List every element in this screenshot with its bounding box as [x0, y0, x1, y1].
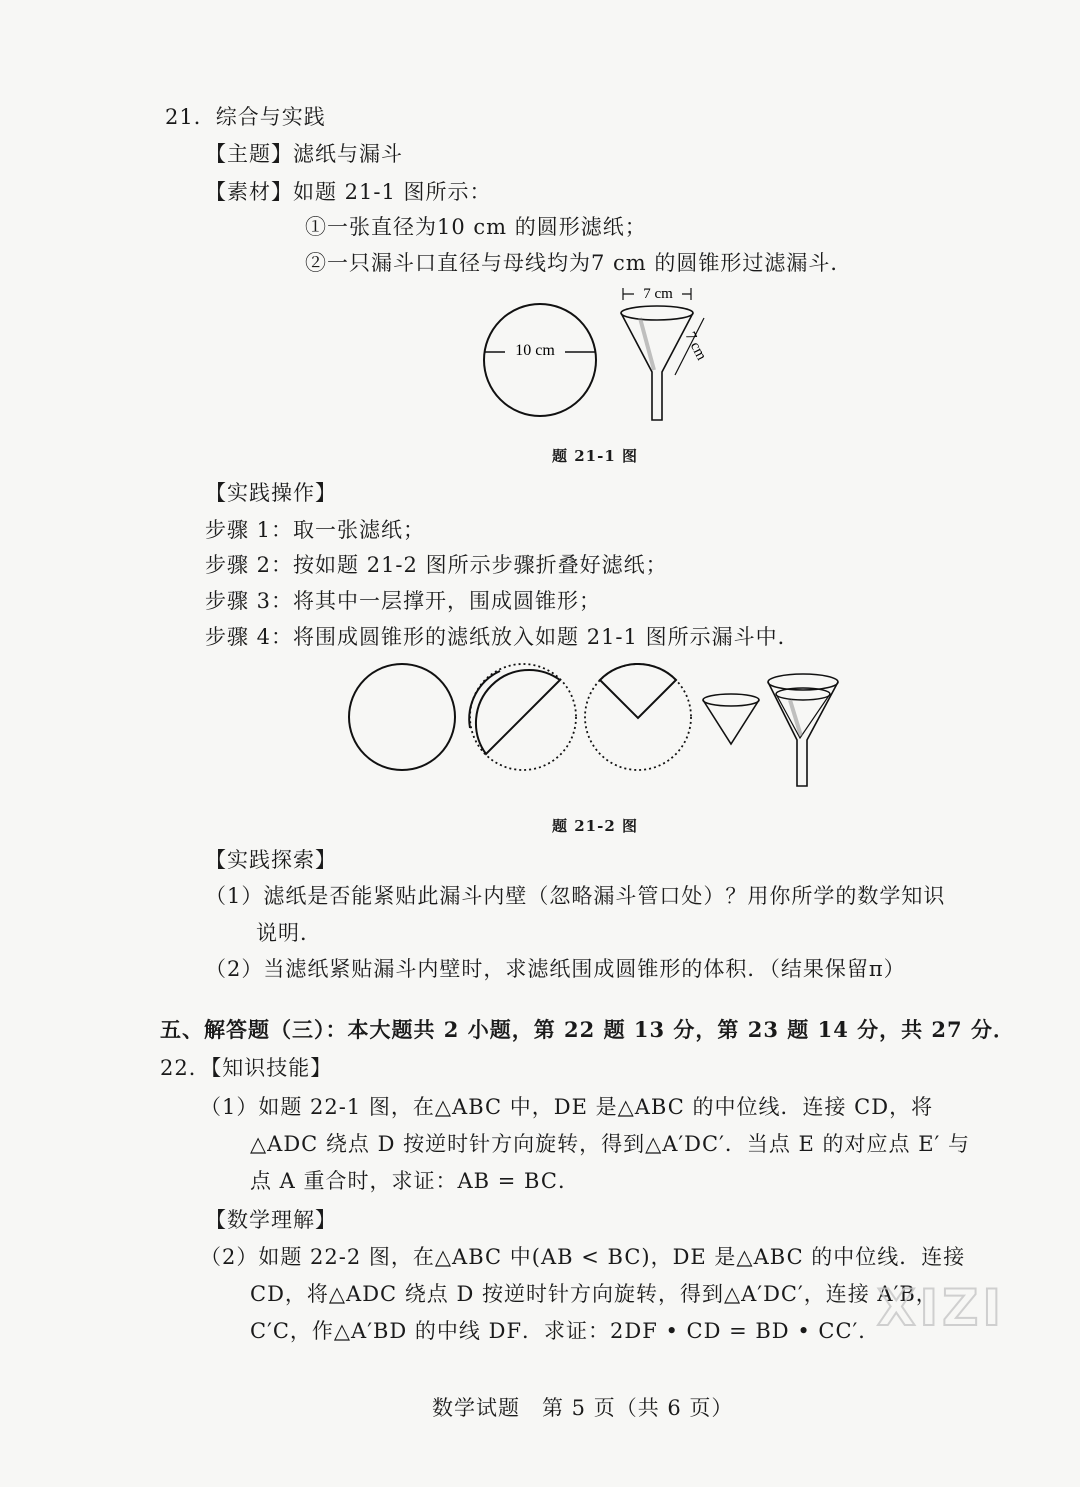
circle-diameter-label: 10 cm — [515, 342, 555, 359]
q22-p2b: CD，将△ADC 绕点 D 按逆时针方向旋转，得到△A′DC′，连接 A′B， — [250, 1282, 938, 1306]
understanding-title: 【数学理解】 — [205, 1208, 337, 1232]
q22-p2c: C′C，作△A′BD 的中线 DF．求证：2DF • CD = BD • CC′． — [250, 1319, 881, 1343]
step-4: 步骤 4：将围成圆锥形的滤纸放入如题 21-1 图所示漏斗中． — [205, 625, 800, 649]
funnel-top-label: 7 cm — [643, 286, 673, 302]
fig-21-2-caption: 题 21-2 图 — [552, 817, 638, 835]
explore-2: （2）当滤纸紧贴漏斗内壁时，求滤纸围成圆锥形的体积．（结果保留π） — [205, 957, 906, 981]
step-1: 步骤 1：取一张滤纸； — [205, 518, 426, 542]
q21-material: 【素材】如题 21-1 图所示： — [205, 180, 492, 204]
explore-1b: 说明． — [256, 921, 322, 945]
step-2: 步骤 2：按如题 21-2 图所示步骤折叠好滤纸； — [205, 553, 668, 577]
q22-p2a: （2）如题 22-2 图，在△ABC 中(AB < BC)，DE 是△ABC 的中位线．连接 — [200, 1245, 966, 1269]
fig-21-1-caption: 题 21-1 图 — [552, 447, 638, 465]
q21-title: 21．综合与实践 — [165, 105, 326, 129]
q21-material-2: ②一只漏斗口直径与母线均为7 cm 的圆锥形过滤漏斗． — [305, 251, 853, 275]
step-3: 步骤 3：将其中一层撑开，围成圆锥形； — [205, 589, 602, 613]
explore-title: 【实践探索】 — [205, 848, 337, 872]
q22-p1a: （1）如题 22-1 图，在△ABC 中，DE 是△ABC 的中位线．连接 CD，将 — [200, 1095, 934, 1119]
ops-title: 【实践操作】 — [205, 481, 337, 505]
page-footer: 数学试题 第 5 页（共 6 页） — [432, 1396, 734, 1420]
q22-p1b: △ADC 绕点 D 按逆时针方向旋转，得到△A′DC′．当点 E 的对应点 E′ 与 — [250, 1132, 970, 1156]
funnel-slant-label: 7 cm — [681, 329, 710, 363]
q21-theme: 【主题】滤纸与漏斗 — [205, 142, 403, 166]
q21-material-1: ①一张直径为10 cm 的圆形滤纸； — [305, 215, 647, 239]
explore-1a: （1）滤纸是否能紧贴此漏斗内壁（忽略漏斗管口处）？用你所学的数学知识 — [205, 884, 946, 908]
q22-title: 22．【知识技能】 — [160, 1056, 333, 1080]
section-5-header: 五、解答题（三）：本大题共 2 小题，第 22 题 13 分，第 23 题 14 分，共 27 分． — [160, 1017, 1015, 1042]
q22-p1c: 点 A 重合时，求证：AB = BC． — [250, 1169, 580, 1193]
watermark-logo: XIZI — [876, 1279, 1005, 1337]
